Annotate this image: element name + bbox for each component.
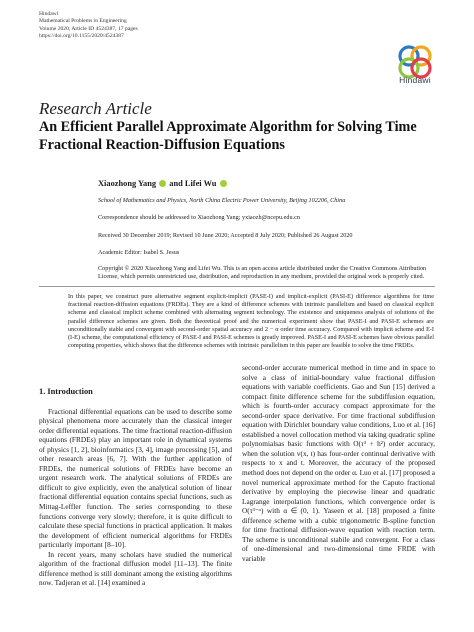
orcid-icon[interactable] [159,180,166,187]
article-type: Research Article [39,99,152,118]
divider [39,286,435,287]
publisher-name: Hindawi [39,11,59,17]
correspondence: Correspondence should be addressed to Xiaozhong Yang; yxiaozh@ncepu.edu.cn [98,214,300,221]
academic-editor: Academic Editor: Isabel S. Jesus [98,249,180,256]
journal-name: Mathematical Problems in Engineering [39,18,127,25]
journal-info [39,11,138,41]
paragraph: Fractional differential equations can be used to describe some physical phenomena more accurately than the classical integer order differential equations. The time fractional reaction-diffusion equations (FRDEs) play an important role in dynamical systems of physics [1, 2], bioinformatics [3, 4], image processing [5], and other research areas [6, 7]. With the further application of FRDEs, the numerical solutions of FRDEs have become an urgent research work. The analytical solutions of FRDEs are difficult to give explicitly, even the analytical solution of linear fractional differential equation contains special functions, such as Mittag-Leffler function. The series corresponding to these functions converge very slowly; therefore, it is quite difficult to calculate these special functions in practical application. It makes the development of efficient numerical algorithms for FRDEs particularly important [8–10]. [39,406,232,550]
author-name[interactable]: Lifei Wu [184,179,217,188]
section-heading: 1. Introduction [39,387,93,396]
doi-link[interactable]: https://doi.org/10.1155/2020/4524387 [39,33,124,40]
author-name[interactable]: Xiaozhong Yang [98,179,157,188]
publication-dates: Received 30 December 2019; Revised 10 June 2020; Accepted 8 July 2020; Published 26 August 2020 [98,232,353,239]
copyright-notice: Copyright © 2020 Xiaozhong Yang and Lifei Wu. This is an open access article distributed under the Creative Commons Attribution License, which permits unrestricted use, distribution, and reproduction in any medium, provided the original work is properly cited. [98,265,427,281]
paragraph: In recent years, many scholars have studied the numerical algorithm of the fractional diffusion model [11–13]. The finite difference method is still dominant among the existing algorithms now. Tadjeran et al. [14] examined a [39,549,232,588]
orcid-icon[interactable] [220,180,227,187]
author-line [98,179,228,188]
volume-line: Volume 2020, Article ID 4524387, 17 pages [39,25,138,32]
paragraph: second-order accurate numerical method in time and in space to solve a class of initial-boundary value fractional diffusion equations with variable coefficients. Gao and Sun [15] derived a compact finite difference scheme for the subdiffusion equation, which is fourth-order accuracy compact approximate for the second-order space derivative. For time fractional subdiffusion equation with Dirichlet boundary value conditions, Luo et al. [16] established a novel collocation method via taking quadratic spline polynomialsas basic functions with O(τ³ + h²) order accuracy, when the solution v(x, t) has four-order continual derivative with respects to x and t. Moreover, the accuracy of the proposed method does not depend on the order α. Luo et al. [17] proposed a novel numerical approximate method for the Caputo fractional derivative by employing the piecewise linear and quadratic Lagrange interpolation functions, which convergence order is O(τ³⁻ᵅ) with α ∈ (0, 1). Yaseen et al. [18] proposed a finite difference scheme with a cubic trigonometric B-spline function for time fractional diffusion-wave equation with reaction term. The scheme is unconditional stabile and convergent. For a class of one-dimensional and two-dimensional time FRDE with variable [242,363,435,563]
hindawi-logo-word: Hindawi [399,75,431,85]
right-column [242,363,435,563]
author-connector: and [167,179,185,188]
affiliation: School of Mathematics and Physics, North China Electric Power University, Beijing 102206, China [98,197,346,204]
article-title: An Efficient Parallel Approximate Algorithm for Solving Time Fractional Reaction-Diffusion Equations [39,119,417,153]
abstract: In this paper, we construct pure alternative segment explicit-implicit (PASE-I) and implicit-explicit (PASI-E) difference algorithms for time fractional reaction-diffusion equations (FRDEs). They are a kind of difference schemes with intrinsic parallelism and based on classical explicit scheme and classical implicit scheme combined with alternating segment technology. The existence and uniqueness analysis of solutions of the parallel difference schemes are given. Both the theoretical proof and the numerical experiment show that PASE-I and PASI-E schemes are unconditionally stable and convergent with second-order spatial accuracy and 2 − α order time accuracy. Compared with implicit scheme and E-I (I-E) scheme, the computational efficiency of PASE-I and PASI-E schemes is greatly improved. PASE-I and PASI-E schemes have obvious parallel computing properties, which shows that the difference schemes with intrinsic parallelism in this paper are feasible to solve the time FRDEs. [68,293,434,350]
left-column [39,387,232,588]
